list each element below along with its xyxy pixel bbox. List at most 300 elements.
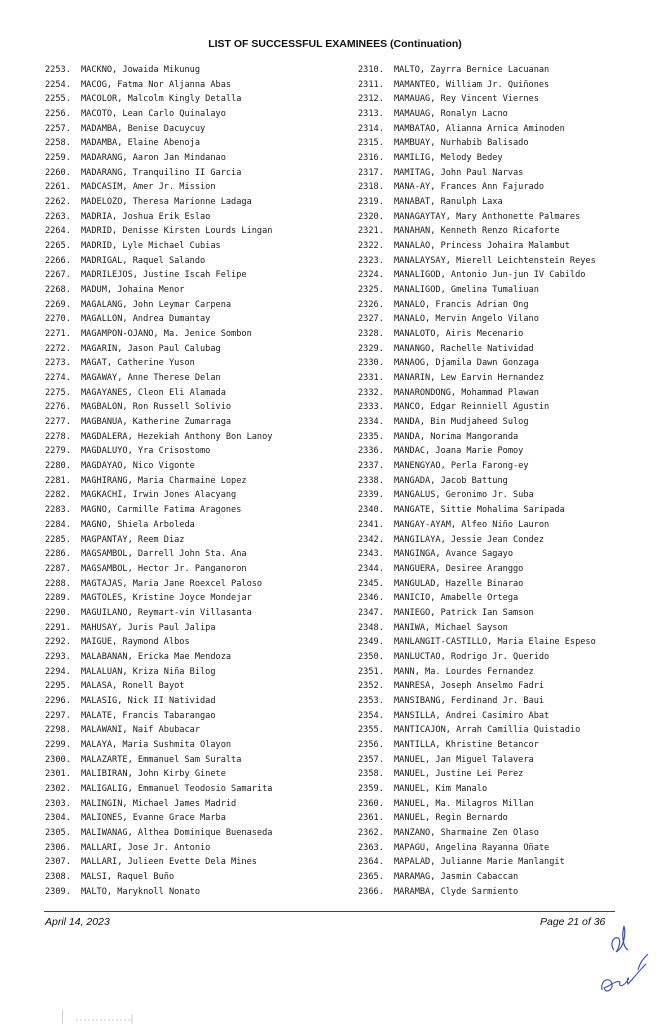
examinee-name: MANTICAJON, Arrah Camillia Quistadio: [394, 725, 581, 736]
left-column-entry: [45, 444, 345, 459]
examinee-name: MANALOTO, Airis Mecenario: [394, 329, 524, 340]
right-column-entry: [358, 621, 658, 636]
entry-number: 2272.: [45, 343, 71, 354]
entry-number: 2322.: [358, 241, 384, 252]
entry-number: 2310.: [358, 65, 384, 75]
examinee-name: MANAGAYTAY, Mary Anthonette Palmares: [394, 211, 581, 222]
left-column-entry: [45, 797, 345, 812]
right-column-entry: [358, 356, 658, 371]
entry-number: 2321.: [358, 226, 384, 237]
right-column-entry: [358, 855, 658, 870]
entry-number: 2293.: [45, 651, 71, 662]
entry-number: 2312.: [358, 94, 384, 105]
examinee-name: MANUEL, Regin Bernardo: [394, 813, 508, 824]
right-column-entry: [358, 797, 658, 812]
examinee-name: MAMAUAG, Ronalyn Lacno: [394, 109, 508, 120]
examinee-name: MADRID, Denisse Kirsten Lourds Lingan: [81, 226, 273, 237]
examinee-name: MANRESA, Joseph Anselmo Fadri: [394, 681, 545, 692]
examinee-name: MAGAMPON-OJANO, Ma. Jenice Sombon: [81, 329, 252, 340]
entry-number: 2347.: [358, 607, 384, 618]
left-column-entry: [45, 518, 345, 533]
left-column-entry: [45, 547, 345, 562]
right-column-entry: [358, 488, 658, 503]
entry-number: 2253.: [45, 65, 71, 75]
right-column-entry: [358, 767, 658, 782]
examinee-name: MANTILLA, Khristine Betancor: [394, 739, 539, 750]
right-column-entry: [358, 606, 658, 621]
left-column-entry: [45, 782, 345, 797]
examinee-name: MANALIGOD, Gmelina Tumaliuan: [394, 285, 539, 296]
left-column-entry: [45, 327, 345, 342]
entry-number: 2341.: [358, 519, 384, 530]
right-column-entry: [358, 533, 658, 548]
scan-mark-icon: [62, 1010, 142, 1024]
entry-number: 2323.: [358, 255, 384, 266]
right-column-entry: [358, 459, 658, 474]
examinee-name: MALASIG, Nick II Natividad: [81, 695, 216, 706]
left-column-entry: [45, 811, 345, 826]
examinee-name: MADARANG, Tranquilino II Garcia: [81, 167, 242, 178]
left-column-entry: [45, 533, 345, 548]
examinee-name: MALATE, Francis Tabarangao: [81, 710, 216, 721]
examinee-name: MAGUILANO, Reymart-vin Villasanta: [81, 607, 252, 618]
entry-number: 2304.: [45, 813, 71, 824]
entry-number: 2313.: [358, 109, 384, 120]
examinee-name: MALLARI, Jose Jr. Antonio: [81, 842, 211, 853]
right-column-entry: [358, 268, 658, 283]
left-column-entry: [45, 268, 345, 283]
entry-number: 2359.: [358, 783, 384, 794]
left-column-entry: [45, 723, 345, 738]
examinee-name: MAHUSAY, Juris Paul Jalipa: [81, 622, 216, 633]
examinee-name: MAMANTEO, William Jr. Quiñones: [394, 79, 550, 90]
examinee-name: MANZANO, Sharmaine Zen Olaso: [394, 827, 539, 838]
right-column-entry: [358, 151, 658, 166]
examinee-name: MAGPANTAY, Reem Diaz: [81, 534, 185, 545]
left-column-entry: [45, 885, 345, 900]
entry-number: 2257.: [45, 123, 71, 134]
entry-number: 2259.: [45, 153, 71, 164]
entry-number: 2286.: [45, 549, 71, 560]
examinee-name: MARAMBA, Clyde Sarmiento: [394, 886, 519, 897]
examinee-name: MANGAY-AYAM, Alfeo Niño Lauron: [394, 519, 550, 530]
examinee-name: MAGNO, Shiela Arboleda: [81, 519, 195, 530]
examinee-name: MANALO, Mervin Angelo Vilano: [394, 314, 539, 325]
left-column-entry: [45, 606, 345, 621]
entry-number: 2319.: [358, 197, 384, 208]
left-column-entry: [45, 694, 345, 709]
entry-number: 2282.: [45, 490, 71, 501]
examinee-name: MANA-AY, Frances Ann Fajurado: [394, 182, 545, 193]
left-column-entry: [45, 562, 345, 577]
examinee-name: MALIWANAG, Althea Dominique Buenaseda: [81, 827, 273, 838]
entry-number: 2336.: [358, 446, 384, 457]
examinee-name: MACOTO, Lean Carlo Quinalayo: [81, 109, 226, 120]
examinee-name: MANCO, Edgar Reinniell Agustin: [394, 402, 550, 413]
entry-number: 2271.: [45, 329, 71, 340]
right-column-entry: [358, 547, 658, 562]
right-column-entry: [358, 386, 658, 401]
examinee-name: MALSI, Raquel Buño: [81, 871, 175, 882]
right-column-entry: [358, 870, 658, 885]
examinee-name: MANENGYAO, Perla Farong-ey: [394, 461, 529, 472]
left-column-entry: [45, 841, 345, 856]
examinee-name: MANDA, Bin Mudjaheed Sulog: [394, 417, 529, 428]
entry-number: 2351.: [358, 666, 384, 677]
entry-number: 2276.: [45, 402, 71, 413]
left-column-entry: [45, 459, 345, 474]
entry-number: 2300.: [45, 754, 71, 765]
entry-number: 2334.: [358, 417, 384, 428]
examinee-name: MAMBATAO, Alianna Arnica Aminoden: [394, 123, 565, 134]
left-column-entry: [45, 621, 345, 636]
left-column-entry: [45, 283, 345, 298]
entry-number: 2349.: [358, 637, 384, 648]
entry-number: 2320.: [358, 211, 384, 222]
examinee-name: MADARANG, Aaron Jan Mindanao: [81, 153, 226, 164]
right-column-entry: [358, 518, 658, 533]
right-column-entry: [358, 826, 658, 841]
examinee-name: MADRID, Lyle Michael Cubias: [81, 241, 221, 252]
footer-page-number: Page 21 of 36: [540, 916, 606, 928]
entry-number: 2363.: [358, 842, 384, 853]
entry-number: 2255.: [45, 94, 71, 105]
entry-number: 2356.: [358, 739, 384, 750]
left-column-entry: [45, 224, 345, 239]
entry-number: 2268.: [45, 285, 71, 296]
left-column-entry: [45, 92, 345, 107]
examinee-name: MAPALAD, Julianne Marie Manlangit: [394, 857, 565, 868]
entry-number: 2260.: [45, 167, 71, 178]
examinee-name: MALALUAN, Kriza Niña Bilog: [81, 666, 216, 677]
left-column-entry: [45, 577, 345, 592]
entry-number: 2326.: [358, 299, 384, 310]
right-column-entry: [358, 738, 658, 753]
entry-number: 2297.: [45, 710, 71, 721]
examinee-name: MANARONDONG, Mohammad Plawan: [394, 387, 539, 398]
left-column-entry: [45, 78, 345, 93]
examinee-name: MANGILAYA, Jessie Jean Condez: [394, 534, 545, 545]
examinee-name: MAPAGU, Angelina Rayanna Oñate: [394, 842, 550, 853]
entry-number: 2345.: [358, 578, 384, 589]
left-column-entry: [45, 738, 345, 753]
entry-number: 2348.: [358, 622, 384, 633]
entry-number: 2262.: [45, 197, 71, 208]
examinee-name: MADRILEJOS, Justine Iscah Felipe: [81, 270, 247, 281]
entry-number: 2280.: [45, 461, 71, 472]
entry-number: 2291.: [45, 622, 71, 633]
entry-number: 2292.: [45, 637, 71, 648]
examinee-name: MAGARIN, Jason Paul Calubag: [81, 343, 221, 354]
entry-number: 2302.: [45, 783, 71, 794]
right-column-entry: [358, 283, 658, 298]
entry-number: 2324.: [358, 270, 384, 281]
entry-number: 2290.: [45, 607, 71, 618]
left-column-entry: [45, 753, 345, 768]
right-column-entry: [358, 650, 658, 665]
left-column-entry: [45, 180, 345, 195]
right-column-entry: [358, 665, 658, 680]
right-column-entry: [358, 709, 658, 724]
entry-number: 2318.: [358, 182, 384, 193]
examinee-name: MAGDAYAO, Nico Vigonte: [81, 461, 195, 472]
left-column-entry: [45, 474, 345, 489]
right-column-entry: [358, 753, 658, 768]
left-column-entry: [45, 151, 345, 166]
right-column-entry: [358, 312, 658, 327]
examinee-name: MALINGIN, Michael James Madrid: [81, 798, 237, 809]
left-column-entry: [45, 342, 345, 357]
left-column-entry: [45, 371, 345, 386]
left-column-entry: [45, 239, 345, 254]
examinee-name: MAMILIG, Melody Bedey: [394, 153, 503, 164]
entry-number: 2264.: [45, 226, 71, 237]
entry-number: 2358.: [358, 769, 384, 780]
entry-number: 2277.: [45, 417, 71, 428]
entry-number: 2307.: [45, 857, 71, 868]
examinee-name: MANDA, Norima Mangoranda: [394, 431, 519, 442]
examinee-name: MAMAUAG, Rey Vincent Viernes: [394, 94, 539, 105]
right-column-entry: [358, 63, 658, 78]
examinee-name: MANUEL, Justine Lei Perez: [394, 769, 524, 780]
examinee-name: MAGALLON, Andrea Dumantay: [81, 314, 211, 325]
entry-number: 2346.: [358, 593, 384, 604]
examinee-name: MAGAT, Catherine Yuson: [81, 358, 195, 369]
examinee-name: MANLUCTAO, Rodrigo Jr. Querido: [394, 651, 550, 662]
examinee-name: MANUEL, Jan Miguel Talavera: [394, 754, 534, 765]
right-column-entry: [358, 415, 658, 430]
left-column-entry: [45, 166, 345, 181]
right-column-entry: [358, 371, 658, 386]
examinee-name: MANGATE, Sittie Mohalima Saripada: [394, 505, 565, 516]
entry-number: 2303.: [45, 798, 71, 809]
examinee-name: MAGSAMBOL, Hector Jr. Panganoron: [81, 563, 247, 574]
examinee-name: MANANGO, Rachelle Natividad: [394, 343, 534, 354]
right-column-entry: [358, 577, 658, 592]
left-column-entry: [45, 312, 345, 327]
right-column-entry: [358, 298, 658, 313]
left-column-entry: [45, 430, 345, 445]
entry-number: 2317.: [358, 167, 384, 178]
entry-number: 2327.: [358, 314, 384, 325]
entry-number: 2267.: [45, 270, 71, 281]
entry-number: 2360.: [358, 798, 384, 809]
right-column-entry: [358, 195, 658, 210]
examinee-name: MANUEL, Kim Manalo: [394, 783, 488, 794]
examinee-name: MANALAYSAY, Mierell Leichtenstein Reyes: [394, 255, 596, 266]
entry-number: 2331.: [358, 373, 384, 384]
entry-number: 2294.: [45, 666, 71, 677]
left-column-entry: [45, 826, 345, 841]
examinee-name: MANGUERA, Desiree Aranggo: [394, 563, 524, 574]
entry-number: 2306.: [45, 842, 71, 853]
examinee-name: MADUM, Johaina Menor: [81, 285, 185, 296]
entry-number: 2270.: [45, 314, 71, 325]
examinee-name: MAGAYANES, Cleon Eli Alamada: [81, 387, 226, 398]
left-column-entry: [45, 503, 345, 518]
entry-number: 2266.: [45, 255, 71, 266]
left-column-entry: [45, 356, 345, 371]
examinee-name: MANALO, Francis Adrian Ong: [394, 299, 529, 310]
examinee-name: MALTO, Maryknoll Nonato: [81, 886, 200, 897]
entry-number: 2344.: [358, 563, 384, 574]
entry-number: 2329.: [358, 343, 384, 354]
entry-number: 2269.: [45, 299, 71, 310]
examinee-name: MAMITAG, John Paul Narvas: [394, 167, 524, 178]
left-column-entry: [45, 210, 345, 225]
signature-icon: [598, 950, 650, 996]
examinee-name: MALTO, Zayrra Bernice Lacuanan: [394, 65, 550, 75]
left-column-entry: [45, 767, 345, 782]
examinee-name: MANALIGOD, Antonio Jun-jun IV Cabildo: [394, 270, 586, 281]
entry-number: 2339.: [358, 490, 384, 501]
entry-number: 2287.: [45, 563, 71, 574]
examinee-name: MANARIN, Lew Earvin Hernandez: [394, 373, 545, 384]
right-column-entry: [358, 224, 658, 239]
examinee-name: MADRIA, Joshua Erik Eslao: [81, 211, 211, 222]
examinee-name: MANABAT, Ranulph Laxa: [394, 197, 503, 208]
entry-number: 2335.: [358, 431, 384, 442]
left-column-entry: [45, 488, 345, 503]
right-column-entry: [358, 78, 658, 93]
entry-number: 2352.: [358, 681, 384, 692]
right-column-entry: [358, 180, 658, 195]
right-column-entry: [358, 342, 658, 357]
examinee-name: MAGKACHI, Irwin Jones Alacyang: [81, 490, 237, 501]
right-column-entry: [358, 474, 658, 489]
right-column-entry: [358, 723, 658, 738]
entry-number: 2281.: [45, 475, 71, 486]
right-column-entry: [358, 635, 658, 650]
entry-number: 2354.: [358, 710, 384, 721]
examinee-name: MALIONES, Evanne Grace Marba: [81, 813, 226, 824]
entry-number: 2328.: [358, 329, 384, 340]
footer-date: April 14, 2023: [45, 916, 110, 928]
examinee-name: MANGULAD, Hazelle Binarao: [394, 578, 524, 589]
examinee-name: MADRIGAL, Raquel Salando: [81, 255, 206, 266]
right-column-entry: [358, 92, 658, 107]
left-column-entry: [45, 855, 345, 870]
entry-number: 2362.: [358, 827, 384, 838]
examinee-name: MARAMAG, Jasmin Cabaccan: [394, 871, 519, 882]
right-column-entry: [358, 562, 658, 577]
right-column-entry: [358, 503, 658, 518]
right-column-entry: [358, 430, 658, 445]
examinee-name: MACKNO, Jowaida Mikunug: [81, 65, 200, 75]
examinee-name: MANSILLA, Andrei Casimiro Abat: [394, 710, 550, 721]
right-column-entry: [358, 136, 658, 151]
right-column-entry: [358, 107, 658, 122]
entry-number: 2301.: [45, 769, 71, 780]
entry-number: 2305.: [45, 827, 71, 838]
examinee-name: MANIEGO, Patrick Ian Samson: [394, 607, 534, 618]
left-column-entry: [45, 386, 345, 401]
entry-number: 2338.: [358, 475, 384, 486]
examinee-name: MALAZARTE, Emmanuel Sam Suralta: [81, 754, 242, 765]
examinee-name: MAGDALUYO, Yra Crisostomo: [81, 446, 211, 457]
left-column-entry: [45, 254, 345, 269]
left-column-entry: [45, 679, 345, 694]
entry-number: 2274.: [45, 373, 71, 384]
entry-number: 2273.: [45, 358, 71, 369]
entry-number: 2350.: [358, 651, 384, 662]
entry-number: 2325.: [358, 285, 384, 296]
left-column-entry: [45, 122, 345, 137]
examinee-name: MANIWA, Michael Sayson: [394, 622, 508, 633]
entry-number: 2361.: [358, 813, 384, 824]
entry-number: 2261.: [45, 182, 71, 193]
examinee-name: MANAOG, Djamila Dawn Gonzaga: [394, 358, 539, 369]
examinee-name: MAGBALON, Ron Russell Solivio: [81, 402, 232, 413]
page-title: LIST OF SUCCESSFUL EXAMINEES (Continuation): [208, 38, 462, 50]
left-column-entry: [45, 195, 345, 210]
examinee-name: MANGALUS, Geronimo Jr. Suba: [394, 490, 534, 501]
examinee-name: MALIBIRAN, John Kirby Ginete: [81, 769, 226, 780]
examinee-name: MALASA, Ronell Bayot: [81, 681, 185, 692]
entry-number: 2295.: [45, 681, 71, 692]
examinee-name: MADCASIM, Amer Jr. Mission: [81, 182, 216, 193]
entry-number: 2299.: [45, 739, 71, 750]
entry-number: 2289.: [45, 593, 71, 604]
left-column-entry: [45, 107, 345, 122]
left-column-entry: [45, 665, 345, 680]
entry-number: 2309.: [45, 886, 71, 897]
right-column-entry: [358, 811, 658, 826]
examinee-name: MALIGALIG, Emmanuel Teodosio Samarita: [81, 783, 273, 794]
right-column-entry: [358, 694, 658, 709]
right-column-entry: [358, 885, 658, 900]
examinee-name: MANGINGA, Avance Sagayo: [394, 549, 513, 560]
left-column-entry: [45, 870, 345, 885]
entry-number: 2316.: [358, 153, 384, 164]
entry-number: 2258.: [45, 138, 71, 149]
left-column-entry: [45, 415, 345, 430]
right-column-entry: [358, 782, 658, 797]
entry-number: 2288.: [45, 578, 71, 589]
entry-number: 2343.: [358, 549, 384, 560]
entry-number: 2296.: [45, 695, 71, 706]
examinee-name: MAGTAJAS, Maria Jane Roexcel Paloso: [81, 578, 263, 589]
entry-number: 2330.: [358, 358, 384, 369]
entry-number: 2342.: [358, 534, 384, 545]
left-column-entry: [45, 635, 345, 650]
examinee-name: MANDAC, Joana Marie Pomoy: [394, 446, 524, 457]
examinee-name: MAGNO, Carmille Fatima Aragones: [81, 505, 242, 516]
right-column-entry: [358, 841, 658, 856]
entry-number: 2357.: [358, 754, 384, 765]
examinee-name: MANGADA, Jacob Battung: [394, 475, 508, 486]
examinee-name: MAGHIRANG, Maria Charmaine Lopez: [81, 475, 247, 486]
entry-number: 2279.: [45, 446, 71, 457]
examinee-name: MANSIBANG, Ferdinand Jr. Baui: [394, 695, 545, 706]
right-column-entry: [358, 122, 658, 137]
examinee-name: MAGTOLES, Kristine Joyce Mondejar: [81, 593, 252, 604]
right-column-entry: [358, 327, 658, 342]
examinee-name: MADELOZO, Theresa Marionne Ladaga: [81, 197, 252, 208]
left-column-list: [45, 63, 345, 899]
left-column-entry: [45, 650, 345, 665]
left-column-entry: [45, 63, 345, 78]
right-column-entry: [358, 400, 658, 415]
examinee-name: MALLARI, Julieen Evette Dela Mines: [81, 857, 257, 868]
right-column-entry: [358, 210, 658, 225]
entry-number: 2283.: [45, 505, 71, 516]
examinee-name: MANUEL, Ma. Milagros Millan: [394, 798, 534, 809]
entry-number: 2332.: [358, 387, 384, 398]
examinee-name: MADAMBA, Benise Dacuycuy: [81, 123, 206, 134]
entry-number: 2256.: [45, 109, 71, 120]
examinee-name: MAGAWAY, Anne Therese Delan: [81, 373, 221, 384]
